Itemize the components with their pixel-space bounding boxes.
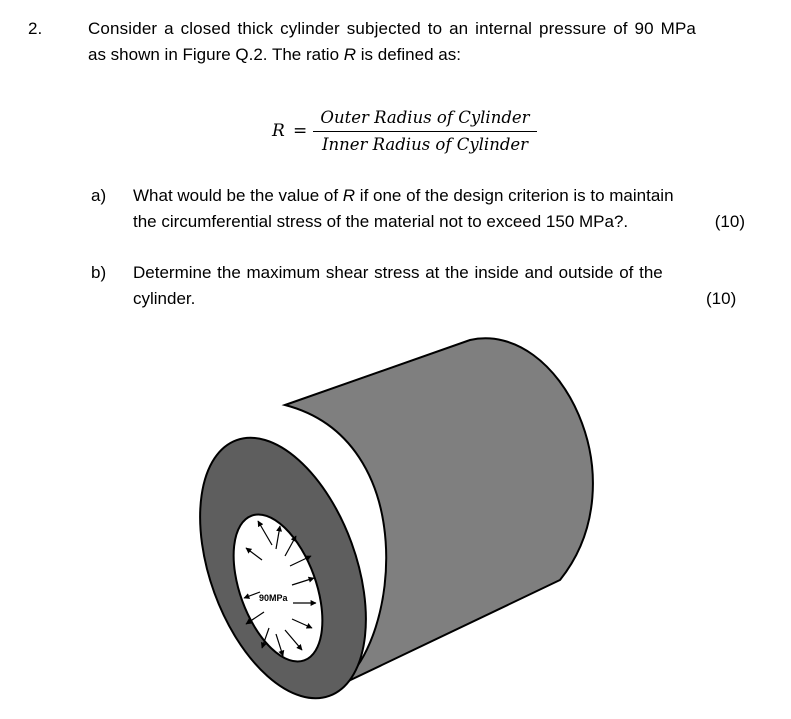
equation-denominator: Inner Radius of Cylinder xyxy=(321,135,529,155)
part-b-marks: (10) xyxy=(706,289,737,308)
question-intro-text: Consider a closed thick cylinder subjected to an internal pressure of 90 MPa xyxy=(88,19,697,38)
part-b-text-line1: Determine the maximum shear stress at the inside and outside of the xyxy=(133,263,663,282)
pressure-label: 90MPa xyxy=(259,593,288,603)
part-a-text-pre: What would be the value of xyxy=(133,186,343,205)
intro-text-post: is defined as: xyxy=(356,45,461,64)
part-a-text-post: if one of the design criterion is to maintain xyxy=(355,186,674,205)
part-b-label: b) xyxy=(91,263,107,282)
part-a-marks: (10) xyxy=(714,212,745,231)
intro-variable-r: R xyxy=(343,45,357,64)
part-a-variable-r: R xyxy=(342,186,356,205)
equation-lhs: R xyxy=(272,121,285,141)
question-number: 2. xyxy=(28,19,43,38)
intro-text-pre: as shown in Figure Q.2. The ratio xyxy=(88,45,344,64)
part-b-line2: cylinder. xyxy=(133,289,196,308)
part-a-text-line2: the circumferential stress of the material not to exceed 150 MPa?. xyxy=(133,212,629,231)
equation-numerator: Outer Radius of Cylinder xyxy=(320,108,530,127)
equation-equals: = xyxy=(293,121,308,141)
part-a-label: a) xyxy=(91,186,107,205)
